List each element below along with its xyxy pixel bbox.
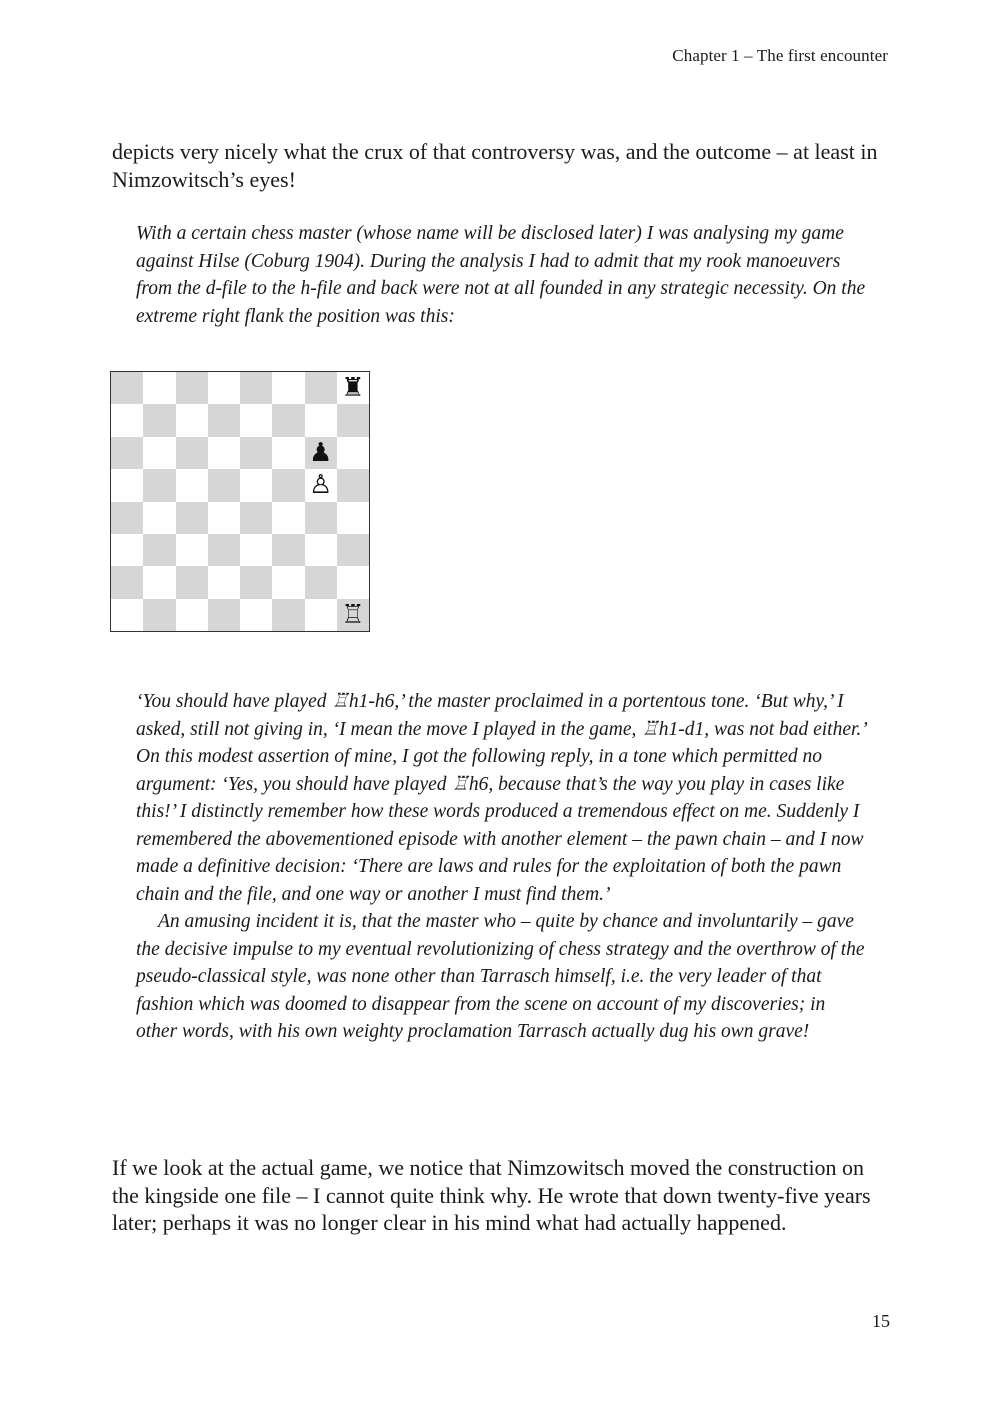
board-square-g5 xyxy=(305,469,337,501)
black-rook-icon: ♜ xyxy=(341,373,365,404)
black-pawn-icon: ♟ xyxy=(308,437,333,468)
board-square-d8 xyxy=(208,372,240,404)
board-square-b5 xyxy=(143,469,175,501)
board-square-b1 xyxy=(143,599,175,631)
board-square-a6 xyxy=(111,437,143,469)
board-square-e5 xyxy=(240,469,272,501)
board-square-f3 xyxy=(272,534,304,566)
board-square-c2 xyxy=(176,566,208,598)
board-square-h3 xyxy=(337,534,369,566)
board-square-e2 xyxy=(240,566,272,598)
page-number: 15 xyxy=(872,1311,890,1331)
board-square-b7 xyxy=(143,404,175,436)
board-square-e4 xyxy=(240,502,272,534)
board-square-e3 xyxy=(240,534,272,566)
board-square-d2 xyxy=(208,566,240,598)
board-square-e7 xyxy=(240,404,272,436)
board-square-h1 xyxy=(337,599,369,631)
board-square-c4 xyxy=(176,502,208,534)
board-square-b8 xyxy=(143,372,175,404)
white-pawn-icon: ♙ xyxy=(308,470,333,501)
board-square-d1 xyxy=(208,599,240,631)
board-square-g8 xyxy=(305,372,337,404)
board-square-b6 xyxy=(143,437,175,469)
board-square-g2 xyxy=(305,566,337,598)
board-square-a7 xyxy=(111,404,143,436)
board-square-f1 xyxy=(272,599,304,631)
board-square-c3 xyxy=(176,534,208,566)
board-square-g3 xyxy=(305,534,337,566)
board-square-a5 xyxy=(111,469,143,501)
chess-diagram xyxy=(110,371,370,632)
board-square-h7 xyxy=(337,404,369,436)
board-square-a3 xyxy=(111,534,143,566)
board-square-f6 xyxy=(272,437,304,469)
board-square-c5 xyxy=(176,469,208,501)
board-square-c1 xyxy=(176,599,208,631)
board-square-a2 xyxy=(111,566,143,598)
board-square-b4 xyxy=(143,502,175,534)
quote-paragraph: ‘You should have played ♖h1-h6,’ the master proclaimed in a portentous tone. ‘But why,’ I asked, still not giving in, ‘I mean the move I played in the game, ♖h1-d1, was not bad either.’ On this modest assertion of mine, I got the following reply, in a tone which permitted no argument: ‘Yes, you should have played ♖h6, because that’s the way you play in cases like this!’ I distinctly remember how these words produced a tremendous effect on me. Suddenly I remembered the abovementioned episode with another element – the pawn chain – and I now made a definitive decision: ‘There are laws and rules for the exploitation of both the pawn chain and the file, and one way or another I must find them.’ xyxy=(136,691,866,905)
intro-paragraph: depicts very nicely what the crux of that controversy was, and the outcome – at least in Nimzowitsch’s eyes! xyxy=(112,139,878,192)
board-square-h8 xyxy=(337,372,369,404)
board-square-e1 xyxy=(240,599,272,631)
board-square-f8 xyxy=(272,372,304,404)
board-square-f4 xyxy=(272,502,304,534)
board-square-d5 xyxy=(208,469,240,501)
board-square-d6 xyxy=(208,437,240,469)
board-square-a1 xyxy=(111,599,143,631)
board-square-c6 xyxy=(176,437,208,469)
quote-paragraph: With a certain chess master (whose name will be disclosed later) I was analysing my game against Hilse (Coburg 1904). During the analysis I had to admit that my rook manoeuvers from the d-file to the h-file and back were not at all founded in any strategic necessity. On the extreme right flank the position was this: xyxy=(136,223,866,327)
board-square-g1 xyxy=(305,599,337,631)
board-square-f5 xyxy=(272,469,304,501)
board-square-c8 xyxy=(176,372,208,404)
board-square-d3 xyxy=(208,534,240,566)
quote-paragraph: An amusing incident it is, that the master who – quite by chance and involuntarily – gave the decisive impulse to my eventual revolutionizing of chess strategy and the overthrow of the pseudo-classical style, was none other than Tarrasch himself, i.e. the very leader of that fashion which was doomed to disappear from the scene on account of my discoveries; in other words, with his own weighty proclamation Tarrasch actually dug his own grave! xyxy=(136,911,865,1042)
board-square-e6 xyxy=(240,437,272,469)
board-square-h6 xyxy=(337,437,369,469)
quote-block-2 xyxy=(136,688,866,1046)
board-square-h2 xyxy=(337,566,369,598)
board-square-d4 xyxy=(208,502,240,534)
white-rook-icon: ♖ xyxy=(341,599,365,630)
board-square-h4 xyxy=(337,502,369,534)
board-square-h5 xyxy=(337,469,369,501)
board-square-e8 xyxy=(240,372,272,404)
board-square-b3 xyxy=(143,534,175,566)
closing-paragraph: If we look at the actual game, we notice that Nimzowitsch moved the construction on the kingside one file – I cannot quite think why. He wrote that down twenty-five years later; perhaps it was no longer clear in his mind what had actually happened. xyxy=(112,1155,871,1235)
quote-block-1 xyxy=(136,220,866,330)
board-square-g7 xyxy=(305,404,337,436)
board-square-a4 xyxy=(111,502,143,534)
board-square-d7 xyxy=(208,404,240,436)
board-square-b2 xyxy=(143,566,175,598)
board-square-f2 xyxy=(272,566,304,598)
board-square-g4 xyxy=(305,502,337,534)
board-square-f7 xyxy=(272,404,304,436)
board-square-a8 xyxy=(111,372,143,404)
board-square-g6 xyxy=(305,437,337,469)
board-square-c7 xyxy=(176,404,208,436)
running-head: Chapter 1 – The first encounter xyxy=(672,46,888,65)
